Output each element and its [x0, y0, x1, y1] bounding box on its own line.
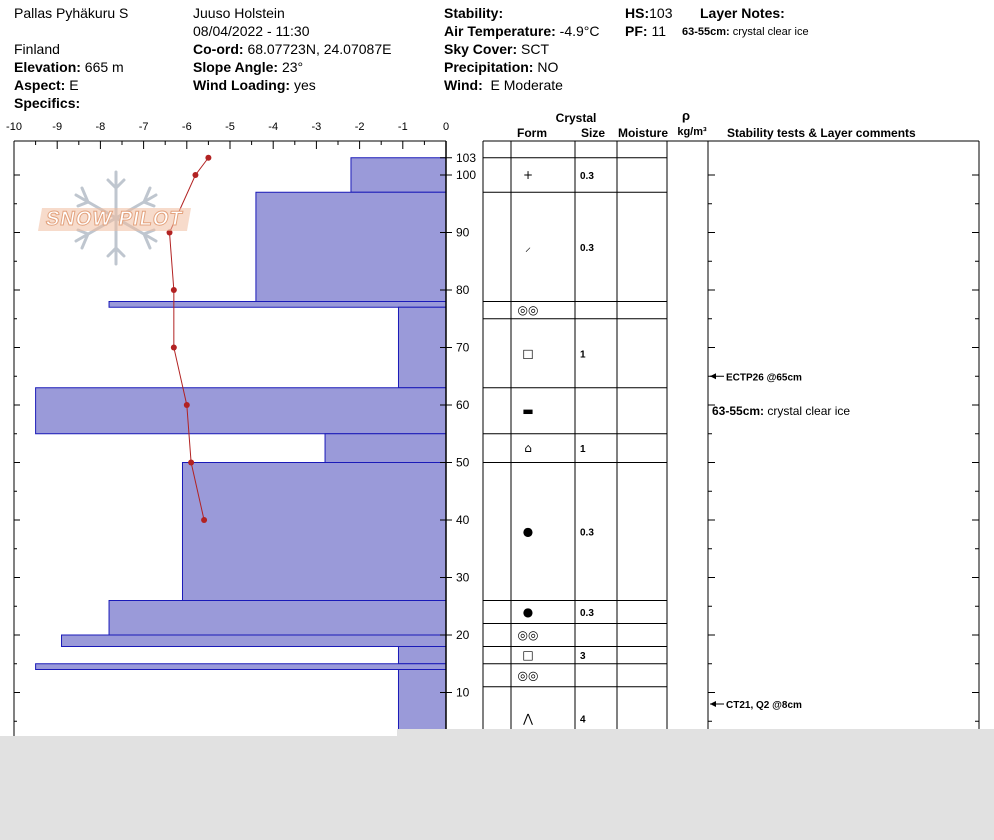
wind-field: Wind: E Moderate	[444, 77, 563, 93]
depth-tick-label: 10	[456, 685, 470, 700]
crystal-form-symbol: ⋀	[523, 711, 533, 726]
stability-test-label: ECTP26 @65cm	[726, 372, 802, 384]
temperature-point	[171, 287, 177, 293]
crystal-form-symbol: □	[522, 346, 534, 361]
footer-area	[0, 736, 994, 840]
depth-tick-label: 100	[456, 168, 477, 182]
observer-name: Juuso Holstein	[193, 5, 285, 21]
hardness-tick-label: -8	[95, 121, 106, 133]
crystal-size-value: 1	[580, 349, 586, 361]
crystal-form-symbol: ◎◎	[517, 628, 539, 642]
temperature-point	[205, 155, 211, 161]
air-temperature-field: Air Temperature: -4.9°C	[444, 23, 600, 39]
crystal-size-value: 0.3	[580, 527, 594, 539]
crystal-size-value: 0.3	[580, 242, 594, 254]
coordinates-field: Co-ord: 68.07723N, 24.07087E	[193, 41, 392, 57]
specifics-field: Specifics:	[14, 95, 81, 111]
hardness-bar	[109, 601, 446, 636]
hardness-bar	[36, 664, 446, 670]
depth-tick-label: 50	[456, 455, 470, 470]
crystal-size-value: 3	[580, 651, 586, 663]
form-header: Form	[517, 126, 547, 140]
hardness-tick-label: -1	[397, 121, 408, 133]
size-header: Size	[580, 126, 606, 140]
temperature-point	[188, 460, 194, 466]
hardness-tick-label: -6	[181, 121, 192, 133]
layer-comment-range: 63-55cm:	[712, 403, 768, 418]
crystal-form-symbol: ⸝	[524, 239, 532, 254]
hardness-bar	[256, 192, 446, 301]
hardness-tick-label: -4	[268, 121, 279, 133]
hardness-bar	[398, 307, 446, 388]
logo-text: SNOW PILOT	[38, 208, 191, 231]
depth-tick-label: 20	[456, 628, 470, 642]
crystal-size-value: 0.3	[580, 608, 594, 619]
layer-note: 63-55cm: crystal clear ice	[682, 26, 809, 38]
hs-field: HS:103	[625, 5, 673, 21]
elevation-field: Elevation: 665 m	[14, 59, 124, 75]
rho-header: ρ	[681, 108, 691, 123]
depth-tick-label: 103	[456, 150, 477, 165]
hardness-bar	[325, 434, 446, 463]
hardness-tick-label: -2	[354, 121, 365, 133]
observation-datetime: 08/04/2022 - 11:30	[193, 23, 310, 39]
hardness-bar	[109, 302, 446, 308]
hardness-tick-label: -3	[311, 121, 322, 133]
density-unit-header: kg/m³	[677, 126, 707, 138]
depth-tick-label: 30	[456, 570, 470, 585]
crystal-form-symbol: ●	[522, 524, 534, 539]
crystal-size-value: 4	[580, 714, 586, 726]
crystal-form-symbol: ●	[522, 605, 534, 619]
crystal-form-symbol: ▬	[522, 403, 534, 418]
footer-area-step	[397, 729, 994, 737]
hardness-tick-label: -5	[225, 121, 235, 133]
crystal-form-symbol: ◎◎	[517, 668, 539, 683]
hardness-bar	[36, 388, 446, 434]
location-name: Pallas Pyhäkuru S	[14, 5, 129, 21]
sky-cover-field: Sky Cover: SCT	[444, 41, 550, 57]
depth-tick-label: 80	[456, 283, 470, 297]
crystal-form-symbol: □	[522, 648, 534, 663]
country-name: Finland	[14, 41, 60, 57]
slope-angle-field: Slope Angle: 23°	[193, 59, 304, 75]
pf-field: PF: 11	[625, 23, 666, 39]
temperature-point	[184, 402, 190, 408]
depth-tick-label: 40	[456, 513, 470, 527]
crystal-form-symbol: +	[522, 168, 534, 182]
hardness-tick-label: -9	[52, 121, 63, 133]
stability-field: Stability:	[444, 5, 504, 21]
hardness-bar	[351, 158, 446, 193]
crystal-form-symbol: ◎◎	[517, 303, 539, 318]
depth-tick-label: 70	[456, 340, 470, 355]
temperature-point	[171, 345, 177, 351]
aspect-field: Aspect: E	[14, 77, 79, 93]
stability-test-arrowhead	[710, 701, 716, 707]
hardness-bar	[398, 647, 446, 664]
depth-tick-label: 60	[456, 398, 470, 412]
hardness-tick-label: -7	[138, 121, 149, 133]
hardness-tick-label: 0	[442, 121, 450, 133]
moisture-header: Moisture	[617, 126, 669, 140]
crystal-form-symbol: ⌂	[524, 441, 532, 456]
wind-loading-field: Wind Loading: yes	[193, 77, 316, 93]
layer-comment	[712, 404, 850, 418]
hardness-bar	[62, 635, 446, 647]
precipitation-field: Precipitation: NO	[444, 59, 559, 75]
stability-test-label: CT21, Q2 @8cm	[726, 700, 802, 711]
crystal-header: Crystal	[555, 111, 597, 125]
layer-notes-label: Layer Notes:	[700, 5, 785, 21]
hardness-tick-label: -10	[6, 121, 22, 133]
stability-header: Stability tests & Layer comments	[727, 126, 916, 140]
crystal-size-value: 1	[580, 444, 586, 456]
crystal-size-value: 0.3	[580, 171, 594, 182]
stability-test-arrowhead	[710, 373, 716, 379]
depth-tick-label: 90	[456, 225, 470, 240]
layer-comment-text: crystal clear ice	[767, 403, 851, 418]
temperature-point	[201, 517, 207, 523]
hardness-bar	[182, 463, 446, 601]
